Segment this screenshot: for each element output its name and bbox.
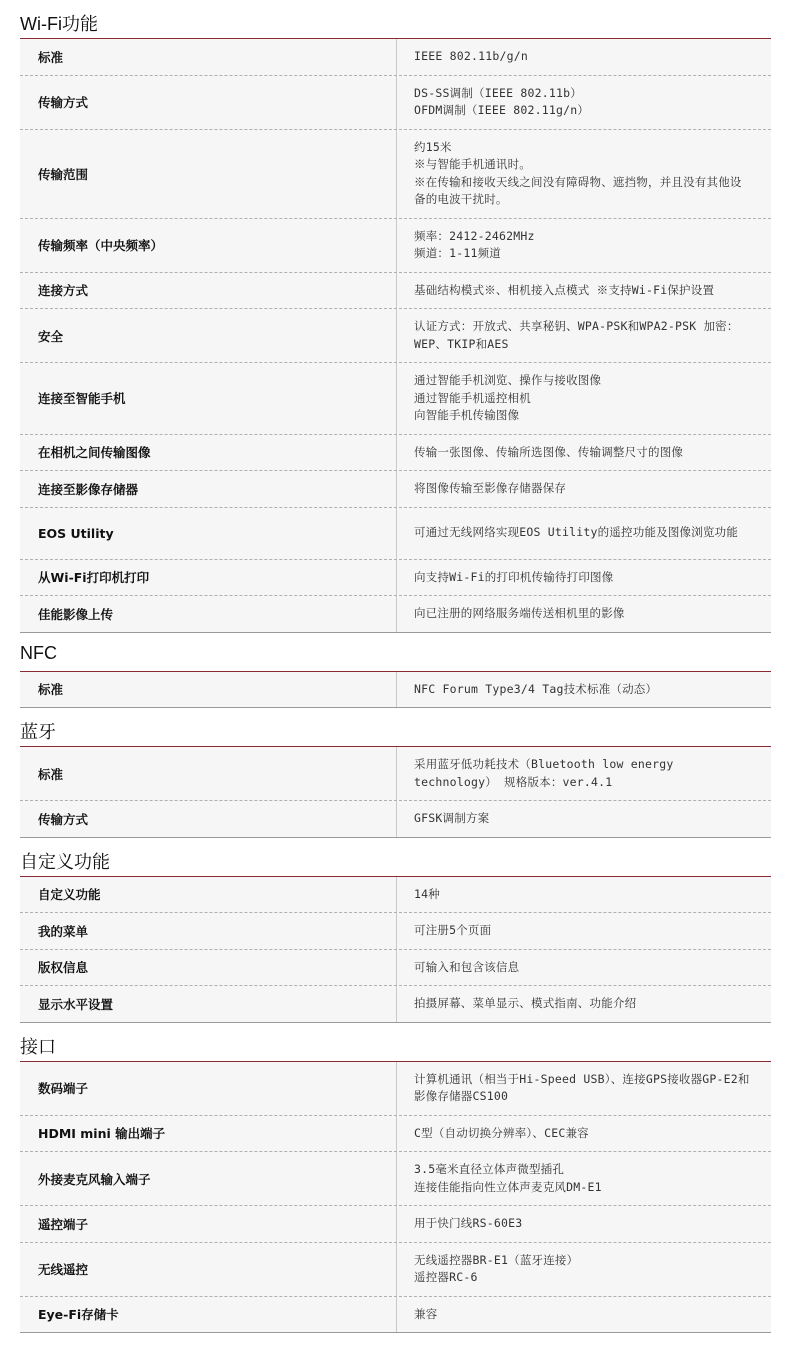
spec-value-line: 向已注册的网络服务端传送相机里的影像 [414, 606, 625, 620]
spec-label: Eye-Fi存储卡 [20, 1297, 397, 1333]
section-title: Wi-Fi功能 [20, 14, 98, 34]
spec-row [20, 1152, 771, 1206]
spec-row [20, 560, 771, 597]
spec-table [20, 38, 771, 633]
spec-row [20, 76, 771, 130]
spec-label: 连接至智能手机 [20, 363, 397, 434]
section-title: 自定义功能 [20, 851, 110, 872]
spec-value [397, 435, 771, 471]
spec-row [20, 1206, 771, 1243]
spec-row [20, 986, 771, 1023]
spec-row [20, 471, 771, 508]
spec-value-line: 频率：2412-2462MHz [414, 228, 535, 243]
spec-label: EOS Utility [20, 508, 397, 559]
spec-value-line: C型（自动切换分辨率）、CEC兼容 [414, 1125, 589, 1140]
spec-row [20, 1062, 771, 1116]
spec-value-line: ※与智能手机通讯时。 [414, 157, 531, 171]
spec-value [397, 801, 771, 837]
spec-table [20, 876, 771, 1023]
spec-label: 传输方式 [20, 801, 397, 837]
spec-value [397, 1116, 771, 1152]
spec-table [20, 746, 771, 838]
spec-row [20, 130, 771, 219]
spec-value-line: 通过智能手机浏览、操作与接收图像 [414, 373, 602, 387]
spec-row [20, 39, 771, 76]
section-title: NFC [20, 642, 57, 663]
spec-label: 遥控端子 [20, 1206, 397, 1242]
spec-label: 无线遥控 [20, 1243, 397, 1296]
spec-label: 安全 [20, 309, 397, 362]
spec-value-line: 拍摄屏幕、菜单显示、模式指南、功能介绍 [414, 996, 637, 1010]
spec-value [397, 913, 771, 949]
spec-value-line: 向智能手机传输图像 [414, 408, 520, 422]
spec-value-line: 14种 [414, 886, 440, 901]
spec-value-line: DS-SS调制（IEEE 802.11b） [414, 85, 582, 100]
spec-value-line: 基础结构模式※、相机接入点模式 ※支持Wi-Fi保护设置 [414, 282, 715, 297]
spec-label: 标准 [20, 672, 397, 708]
spec-value-line: 将图像传输至影像存储器保存 [414, 481, 567, 495]
spec-value [397, 747, 771, 800]
spec-value [397, 76, 771, 129]
spec-value-line: 用于快门线RS-60E3 [414, 1216, 523, 1230]
spec-value-line: 传输一张图像、传输所选图像、传输调整尺寸的图像 [414, 444, 684, 459]
spec-row [20, 435, 771, 472]
spec-value-line: 兼容 [414, 1306, 438, 1321]
spec-value [397, 672, 771, 708]
spec-value-line: 向支持Wi-Fi的打印机传输待打印图像 [414, 569, 614, 584]
spec-value-line: 可输入和包含该信息 [414, 959, 520, 974]
spec-row [20, 672, 771, 709]
spec-table [20, 671, 771, 709]
spec-value-line: OFDM调制（IEEE 802.11g/n） [414, 103, 590, 117]
spec-row [20, 950, 771, 987]
spec-value [397, 1152, 771, 1205]
spec-label: 外接麦克风输入端子 [20, 1152, 397, 1205]
spec-value [397, 1297, 771, 1333]
spec-value [397, 471, 771, 507]
spec-row [20, 1243, 771, 1297]
spec-row [20, 877, 771, 914]
spec-row [20, 747, 771, 801]
spec-value-line: 连接佳能指向性立体声麦克风DM-E1 [414, 1179, 602, 1194]
spec-label: 自定义功能 [20, 877, 397, 913]
spec-value [397, 877, 771, 913]
spec-section [0, 633, 790, 709]
spec-label: 我的菜单 [20, 913, 397, 949]
spec-label: 标准 [20, 39, 397, 75]
spec-row [20, 273, 771, 310]
spec-row [20, 596, 771, 633]
spec-value-line: NFC Forum Type3/4 Tag技术标准（动态） [414, 681, 658, 696]
spec-value-line: 频道：1-11频道 [414, 246, 501, 260]
spec-value [397, 508, 771, 559]
spec-row [20, 801, 771, 838]
spec-value-line: 认证方式：开放式、共享秘钥、WPA-PSK和WPA2-PSK 加密：WEP、TKIP和AES [414, 319, 739, 351]
spec-row [20, 913, 771, 950]
spec-label: 标准 [20, 747, 397, 800]
spec-label: 数码端子 [20, 1062, 397, 1115]
spec-value [397, 309, 771, 362]
spec-section [0, 838, 790, 1023]
spec-value [397, 1062, 771, 1115]
spec-value-line: 3.5毫米直径立体声微型插孔 [414, 1162, 565, 1176]
spec-value-line: 无线遥控器BR-E1（蓝牙连接） [414, 1252, 579, 1267]
spec-row [20, 219, 771, 273]
spec-row [20, 508, 771, 560]
spec-label: HDMI mini 输出端子 [20, 1116, 397, 1152]
spec-value [397, 1243, 771, 1296]
spec-label: 传输范围 [20, 130, 397, 218]
spec-value-line: 可通过无线网络实现EOS Utility的遥控功能及图像浏览功能 [414, 525, 739, 540]
spec-section [0, 1023, 790, 1334]
spec-label: 传输频率（中央频率） [20, 219, 397, 272]
spec-row [20, 363, 771, 435]
spec-value-line: GFSK调制方案 [414, 811, 490, 825]
spec-value-line: 遥控器RC-6 [414, 1270, 478, 1284]
section-title: 蓝牙 [20, 722, 56, 742]
spec-section [0, 0, 790, 633]
spec-value [397, 130, 771, 218]
spec-value [397, 363, 771, 434]
spec-value [397, 1206, 771, 1242]
spec-label: 从Wi-Fi打印机打印 [20, 560, 397, 596]
spec-value [397, 950, 771, 986]
spec-row [20, 1116, 771, 1153]
spec-value [397, 560, 771, 596]
spec-label: 佳能影像上传 [20, 596, 397, 632]
spec-label: 显示水平设置 [20, 986, 397, 1022]
spec-table [20, 1061, 771, 1334]
spec-label: 连接至影像存储器 [20, 471, 397, 507]
spec-row [20, 1297, 771, 1334]
spec-value-line: 通过智能手机遥控相机 [414, 390, 531, 405]
spec-row [20, 309, 771, 363]
spec-value-line: 计算机通讯（相当于Hi-Speed USB）、连接GPS接收器GP-E2和影像存储器CS100 [414, 1071, 750, 1103]
spec-label: 版权信息 [20, 950, 397, 986]
section-title: 接口 [20, 1036, 56, 1057]
spec-section [0, 708, 790, 838]
spec-value-line: IEEE 802.11b/g/n [414, 49, 528, 63]
spec-value-line: 采用蓝牙低功耗技术（Bluetooth low energy technology） 规格版本：ver.4.1 [414, 757, 674, 789]
spec-value [397, 596, 771, 632]
spec-label: 传输方式 [20, 76, 397, 129]
spec-value-line: ※在传输和接收天线之间没有障碍物、遮挡物，并且没有其他设备的电波干扰时。 [414, 174, 742, 206]
spec-label: 在相机之间传输图像 [20, 435, 397, 471]
spec-value [397, 219, 771, 272]
spec-value-line: 可注册5个页面 [414, 923, 492, 937]
spec-value [397, 986, 771, 1022]
spec-value [397, 273, 771, 309]
spec-value-line: 约15米 [414, 139, 452, 154]
spec-value [397, 39, 771, 75]
spec-label: 连接方式 [20, 273, 397, 309]
